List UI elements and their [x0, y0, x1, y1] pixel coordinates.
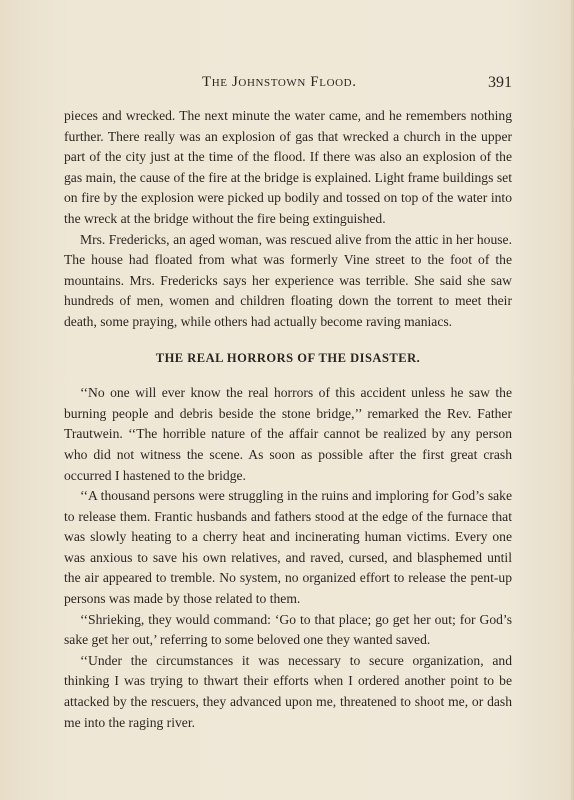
paragraph: ‘‘No one will ever know the real horrors of this accident unless he saw the burning people and debris beside the stone bridge,’’ remarked the Rev. Father Trautwein. ‘‘The horrible nature of the affair cannot be realized by any person who did not witness the scene. As soon as possible after the first great crash occurred I hastened to the bridge. — [64, 385, 512, 483]
page-header — [64, 74, 512, 94]
page-body — [64, 106, 512, 733]
section-heading: THE REAL HORRORS OF THE DISASTER. — [155, 350, 421, 365]
paragraph: ‘‘Under the circumstances it was necessary to secure organization, and thinking I was trying to thwart their efforts when I ordered another point to be attacked by the rescuers, they advanced upon me, threatened to shoot me, or dash me into the raging river. — [64, 652, 512, 730]
paragraph: ‘‘A thousand persons were struggling in the ruins and imploring for God’s sake to release them. Frantic husbands and fathers stood at the edge of the furnace that was slowly heating to a cherry heat and incinerating human victims. Every one was anxious to save his own relatives, and raved, cursed, and blasphemed until the air appeared to tremble. No system, no organized effort to release the pent-up persons was made by those related to them. — [64, 488, 512, 607]
paragraph: pieces and wrecked. The next minute the water came, and he remembers nothing further. There really was an explosion of gas that wrecked a church in the upper part of the city just at the time of the flood. If there was also an explosion of the gas main, the cause of the fire at the bridge is explained. Light frame buildings set on fire by the explosion were picked up bodily and tossed on top of the water into the wreck at the bridge without the fire being extinguished. — [64, 108, 512, 226]
running-title: The Johnstown Flood. — [202, 74, 357, 90]
paragraph: ‘‘Shrieking, they would command: ‘Go to that place; go get her out; for God’s sake get her out,’ referring to some beloved one they wanted saved. — [64, 611, 512, 648]
page-number: 391 — [488, 74, 512, 91]
paragraph: Mrs. Fredericks, an aged woman, was rescued alive from the attic in her house. The house had floated from what was formerly Vine street to the foot of the mountains. Mrs. Fredericks says her experience was terrible. She said she saw hundreds of men, women and children floating down the torrent to meet their death, some praying, while others had actually become raving maniacs. — [64, 231, 512, 329]
